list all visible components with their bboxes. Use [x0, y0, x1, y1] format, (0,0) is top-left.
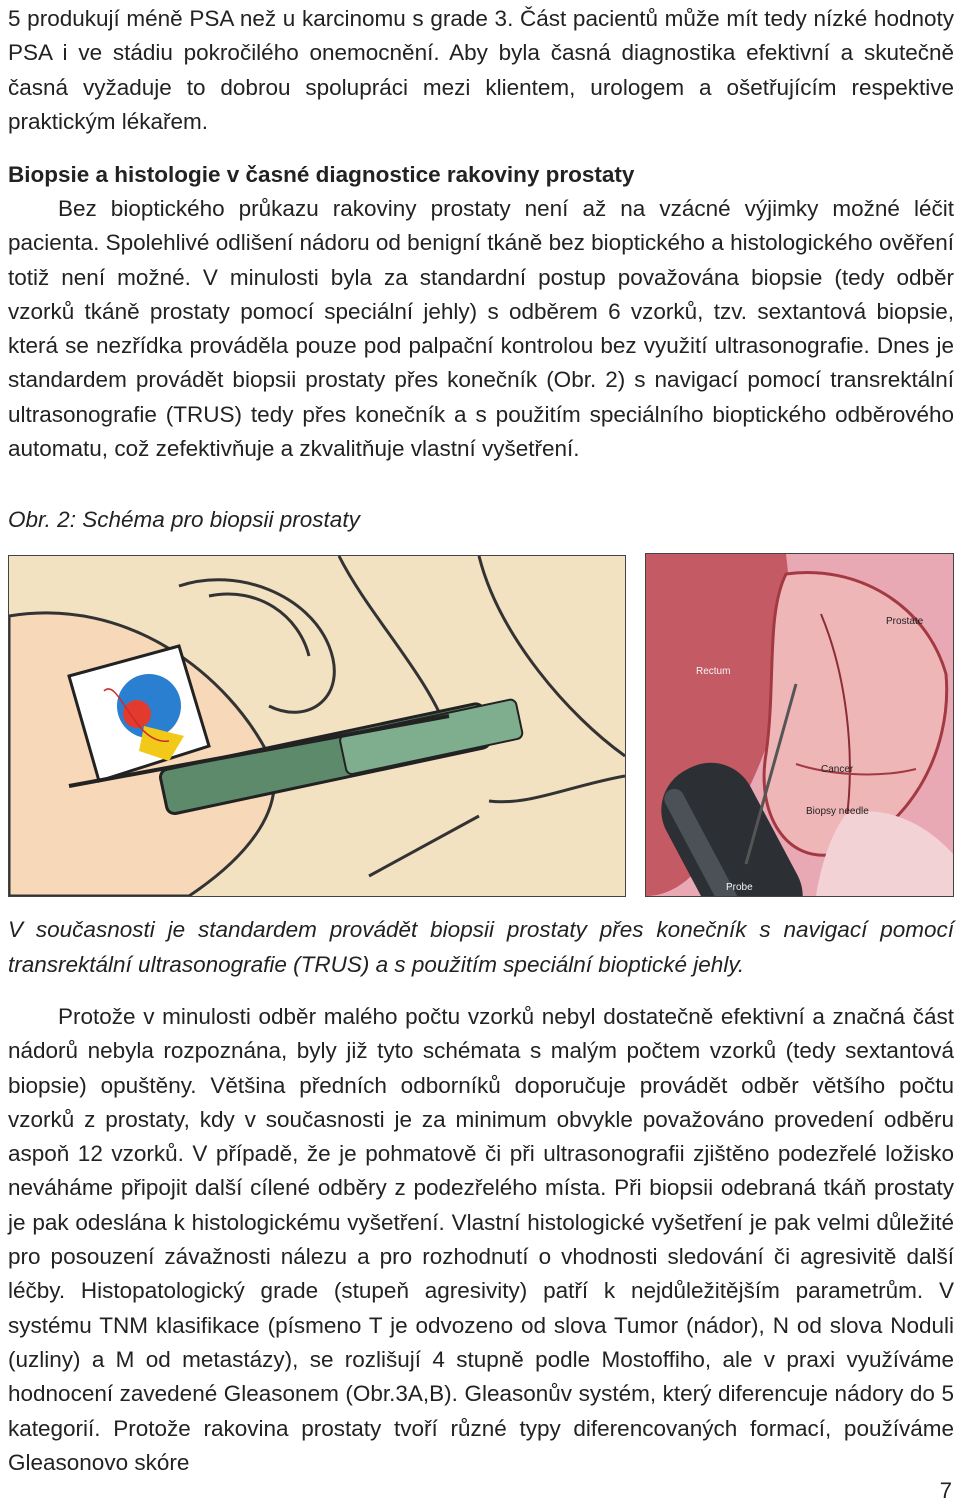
closing-text: Protože v minulosti odběr malého počtu vzorků nebyl dostatečně efektivní a značná část nádorů nebyla rozpoznána, byly již tyto schémata s malým počtem vzorků (tedy sextantová biopsie) opuštěny. Většina předních odborníků doporučuje provádět odběr většího počtu vzorků z prostaty, kdy v současnosti je za minimum obvykle považováno provedení odběru aspoň 12 vzorků. V případě, že je pohmatově či při ultrasonografii zjištěno podezřelé ložisko neváháme připojit další cílené odběry z podezřelého místa. Při biopsii odebraná tkáň prostaty je pak odeslána k histologickému vyšetření. Vlastní histologické vyšetření je pak velmi důležité pro posouzení závažnosti nálezu a pro rozhodnutí o vhodnosti sledování či agresivitě další léčby. Histopatologický grade (stupeň agresivity) patří k nejdůležitějším parametrům. V systému TNM klasifikace (písmeno T je odvozeno od slova Tumor (nádor), N od slova Noduli (uzliny) a M od metastázy), se rozlišují 4 stupně podle Mostoffiho, ale v praxi využíváme hodnocení zavedené Gleasonem (Obr.3A,B). Gleasonův systém, který diferencuje nádory do 5 kategorií. Protože rakovina prostaty tvoří různé typy diferencovaných formací, používáme Gleasonovo skóre — [8, 1004, 954, 1475]
label-rectum: Rectum — [696, 666, 731, 677]
closing-paragraph — [8, 1000, 954, 1480]
label-probe: Probe — [726, 882, 753, 893]
prostate-biopsy-anatomy-illustration — [645, 553, 954, 897]
label-prostate: Prostate — [886, 616, 924, 627]
intro-paragraph — [8, 2, 954, 139]
section-text: Bez bioptického průkazu rakoviny prostaty není až na vzácné výjimky možné léčit pacienta. Spolehlivé odlišení nádoru od benigní tkáně bez bioptického a histologického ověření totiž není možné. V minulosti byla za standardní postup považována biopsie (tedy odběr vzorků tkáně prostaty pomocí speciální jehly) s odběrem 6 vzorků, tzv. sextantová biopsie, která se nezřídka prováděla pouze pod palpační kontrolou bez využití ultrasonografie. Dnes je standardem provádět biopsii prostaty přes konečník (Obr. 2) s navigací pomocí transrektální ultrasonografie (TRUS) tedy přes konečník a s použitím speciálního bioptického odběrového automatu, což zefektivňuje a zkvalitňuje vlastní vyšetření. — [8, 196, 954, 462]
intro-text: 5 produkují méně PSA než u karcinomu s grade 3. Část pacientů může mít tedy nízké hodnoty PSA i ve stádiu pokročilého onemocnění. Aby byla časná diagnostika efektivní a skutečně časná vyžaduje to dobrou spolupráci mezi klientem, urologem a ošetřujícím respektive praktickým lékařem. — [8, 6, 954, 134]
figure-caption: V současnosti je standardem provádět biopsii prostaty přes konečník s navigací pomocí transrektální ultrasonografie (TRUS) a s použitím speciální bioptické jehly. — [8, 917, 954, 977]
biopsy-schematic-illustration — [8, 555, 626, 897]
section-heading: Biopsie a histologie v časné diagnostice rakoviny prostaty — [8, 162, 635, 187]
section-paragraph — [8, 192, 954, 466]
page-number: 7 — [939, 1478, 952, 1503]
figure-title: Obr. 2: Schéma pro biopsii prostaty — [8, 507, 360, 532]
schematic-drawing — [9, 556, 625, 896]
anatomy-drawing — [646, 554, 953, 896]
label-cancer: Cancer — [821, 764, 854, 775]
label-biopsy-needle: Biopsy needle — [806, 806, 869, 817]
